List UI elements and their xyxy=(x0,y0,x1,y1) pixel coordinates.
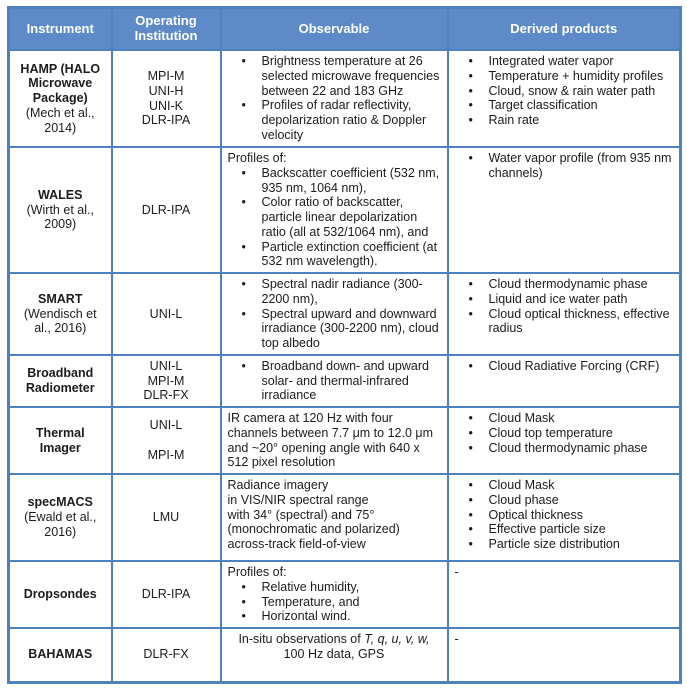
bullet-item: • Cloud optical thickness, effective radius xyxy=(469,307,674,337)
institution-cell xyxy=(112,355,221,407)
derived-products-cell xyxy=(448,147,681,273)
cell-text: - xyxy=(454,565,459,579)
bullet-list xyxy=(228,580,441,624)
table-row xyxy=(9,147,681,273)
bullet-item: • Broadband down- and upward solar- and thermal-infrared irradiance xyxy=(242,359,441,403)
observable-cell xyxy=(221,407,448,474)
table-row xyxy=(9,50,681,147)
bullet-item: • Particle size distribution xyxy=(469,537,674,552)
institution-line: DLR-FX xyxy=(143,647,189,662)
col-header-operating-institution: Operating Institution xyxy=(112,8,221,51)
bullet-item: • Brightness temperature at 26 selected microwave frequencies between 22 and 183 GHz xyxy=(242,54,441,98)
bullet-item: • Temperature + humidity profiles xyxy=(469,69,674,84)
observable-cell xyxy=(221,147,448,273)
bullet-item: • Spectral upward and downward irradiance (300-2200 nm), cloud top albedo xyxy=(242,307,441,351)
col-header-instrument: Instrument xyxy=(9,8,112,51)
bullet-item: • Rain rate xyxy=(469,113,674,128)
bullet-item: • Cloud Mask xyxy=(469,478,674,493)
derived-products-cell xyxy=(448,355,681,407)
institution-line: MPI-M xyxy=(147,69,185,83)
institution-line: DLR-IPA xyxy=(141,202,191,217)
instrument-cell xyxy=(9,147,112,273)
cell-text: - xyxy=(454,632,459,646)
bullet-list xyxy=(228,166,441,269)
instrument-name: SMART xyxy=(38,291,83,306)
institution-line: UNI-K xyxy=(148,98,184,113)
institution-line xyxy=(119,433,214,448)
instrument-reference: (Wirth et al., 2009) xyxy=(26,202,94,232)
bullet-list xyxy=(455,411,674,455)
cell-intro: Profiles of: xyxy=(227,151,287,165)
instrument-cell xyxy=(9,407,112,474)
instrument-reference: (Wendisch et al., 2016) xyxy=(23,306,97,336)
cell-text: In-situ observations of T, q, u, v, w, 100 Hz data, GPS xyxy=(238,632,430,661)
table-body xyxy=(9,50,681,682)
table-row xyxy=(9,628,681,682)
institution-line: UNI-L xyxy=(149,306,183,321)
bullet-item: • Effective particle size xyxy=(469,522,674,537)
bullet-item: • Target classification xyxy=(469,98,674,113)
instrument-table xyxy=(7,6,682,684)
observable-cell xyxy=(221,273,448,355)
observable-cell xyxy=(221,355,448,407)
instrument-name: Thermal Imager xyxy=(35,425,85,455)
instrument-cell xyxy=(9,273,112,355)
cell-line: with 34° (spectral) and 75° xyxy=(227,507,375,522)
bullet-item: • Cloud phase xyxy=(469,493,674,508)
bullet-item: • Color ratio of backscatter, particle linear depolarization ratio (all at 532/1064 nm), and xyxy=(242,195,441,239)
institution-line: UNI-H xyxy=(148,83,184,98)
institution-line: DLR-FX xyxy=(143,388,189,403)
bullet-item: • Cloud Mask xyxy=(469,411,674,426)
derived-products-cell xyxy=(448,628,681,682)
bullet-item: • Relative humidity, xyxy=(242,580,441,595)
institution-cell xyxy=(112,628,221,682)
bullet-item: • Liquid and ice water path xyxy=(469,292,674,307)
bullet-list xyxy=(455,478,674,552)
instrument-cell xyxy=(9,50,112,147)
bullet-item: • Profiles of radar reflectivity, depolarization ratio & Doppler velocity xyxy=(242,98,441,142)
derived-products-cell xyxy=(448,474,681,561)
derived-products-cell xyxy=(448,407,681,474)
italic-variables: T, q, u, v, w, xyxy=(364,632,430,646)
cell-line: (monochromatic and polarized) xyxy=(227,522,400,537)
bullet-list xyxy=(228,54,441,143)
cell-text: IR camera at 120 Hz with four channels between 7.7 μm to 12.0 μm and ~20° opening angle with 640 x 512 pixel resolution xyxy=(227,411,433,470)
table-row xyxy=(9,474,681,561)
table-row xyxy=(9,273,681,355)
derived-products-cell xyxy=(448,561,681,628)
bullet-item: • Cloud, snow & rain water path xyxy=(469,84,674,99)
col-header-derived-products: Derived products xyxy=(448,8,681,51)
institution-cell xyxy=(112,147,221,273)
bullet-item: • Horizontal wind. xyxy=(242,609,441,624)
bullet-list xyxy=(455,359,674,374)
col-header-observable: Observable xyxy=(221,8,448,51)
observable-cell xyxy=(221,628,448,682)
bullet-item: • Cloud thermodynamic phase xyxy=(469,277,674,292)
cell-line: Radiance imagery xyxy=(227,478,329,492)
institution-cell xyxy=(112,407,221,474)
bullet-list xyxy=(455,54,674,128)
institution-line: UNI-L xyxy=(149,358,183,373)
table-row xyxy=(9,355,681,407)
bullet-item: • Particle extinction coefficient (at 532 nm wavelength). xyxy=(242,240,441,270)
bullet-item: • Temperature, and xyxy=(242,595,441,610)
table-row xyxy=(9,407,681,474)
institution-cell xyxy=(112,273,221,355)
instrument-reference: (Ewald et al., 2016) xyxy=(24,510,97,539)
bullet-item: • Optical thickness xyxy=(469,508,674,523)
bullet-list xyxy=(455,277,674,336)
instrument-name: HAMP (HALO Microwave Package) xyxy=(20,61,101,106)
bullet-item: • Cloud thermodynamic phase xyxy=(469,441,674,456)
instrument-name: Dropsondes xyxy=(23,587,97,602)
bullet-item: • Cloud Radiative Forcing (CRF) xyxy=(469,359,674,374)
institution-cell xyxy=(112,50,221,147)
institution-line: MPI-M xyxy=(147,373,185,388)
instrument-cell xyxy=(9,561,112,628)
institution-cell xyxy=(112,474,221,561)
derived-products-cell xyxy=(448,50,681,147)
instrument-cell xyxy=(9,474,112,561)
institution-line: LMU xyxy=(152,510,180,525)
cell-line: in VIS/NIR spectral range xyxy=(227,492,369,507)
instrument-reference: (Mech et al., 2014) xyxy=(25,105,95,135)
bullet-list xyxy=(455,151,674,181)
instrument-cell xyxy=(9,628,112,682)
institution-cell xyxy=(112,561,221,628)
bullet-item: • Backscatter coefficient (532 nm, 935 nm, 1064 nm), xyxy=(242,166,441,196)
institution-line: MPI-M xyxy=(147,447,185,462)
institution-line: DLR-IPA xyxy=(141,587,191,602)
bullet-item: • Spectral nadir radiance (300-2200 nm), xyxy=(242,277,441,307)
bullet-item: • Integrated water vapor xyxy=(469,54,674,69)
instrument-cell xyxy=(9,355,112,407)
instrument-name: WALES xyxy=(38,187,83,202)
cell-intro: Profiles of: xyxy=(227,565,287,579)
bullet-item: • Water vapor profile (from 935 nm channels) xyxy=(469,151,674,181)
observable-cell xyxy=(221,474,448,561)
instrument-name: BAHAMAS xyxy=(28,647,93,662)
institution-line: UNI-L xyxy=(149,418,183,433)
derived-products-cell xyxy=(448,273,681,355)
instrument-name: specMACS xyxy=(27,495,93,510)
table-row xyxy=(9,561,681,628)
header-row xyxy=(9,8,681,51)
cell-line: across-track field-of-view xyxy=(227,537,366,551)
observable-cell xyxy=(221,50,448,147)
bullet-item: • Cloud top temperature xyxy=(469,426,674,441)
bullet-list xyxy=(228,277,441,351)
institution-line: DLR-IPA xyxy=(141,113,191,128)
bullet-list xyxy=(228,359,441,403)
observable-cell xyxy=(221,561,448,628)
instrument-name: Broadband Radiometer xyxy=(25,366,95,395)
